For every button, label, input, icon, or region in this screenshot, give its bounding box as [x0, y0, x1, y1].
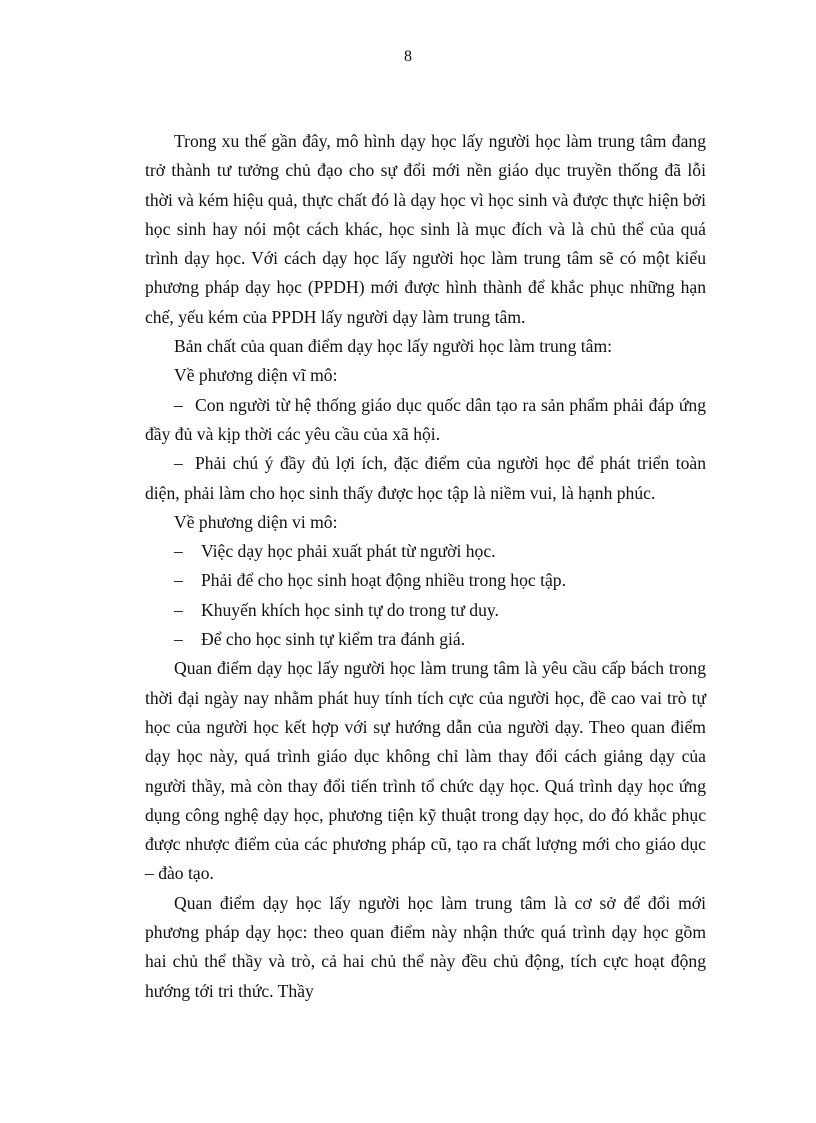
dash-marker: –: [174, 570, 183, 591]
paragraph-macro-heading: Về phương diện vĩ mô:: [174, 365, 338, 386]
list-item: [145, 391, 706, 450]
list-item: [145, 566, 706, 595]
list-item-text: Để cho học sinh tự kiểm tra đánh giá.: [201, 629, 466, 650]
dash-marker: –: [174, 599, 183, 620]
list-item-text: Khuyến khích học sinh tự do trong tư duy.: [201, 599, 499, 620]
list-item: [145, 596, 706, 625]
list-item-text: Việc dạy học phải xuất phát từ người học.: [201, 541, 496, 562]
list-item: [145, 537, 706, 566]
list-item: [145, 625, 706, 654]
list-item-text: Phải chú ý đầy đủ lợi ích, đặc điểm của người học để phát triển toàn diện, phải làm cho học sinh thấy được học tập là niềm vui, là hạnh phúc.: [145, 453, 706, 503]
list-item-text: Con người từ hệ thống giáo dục quốc dân tạo ra sản phẩm phải đáp ứng đầy đủ và kịp thời các yêu cầu của xã hội.: [145, 394, 706, 444]
paragraph-micro-heading: Về phương diện vi mô:: [174, 511, 338, 532]
paragraph-urgency: Quan điểm dạy học lấy người học làm trung tâm là yêu cầu cấp bách trong thời đại ngày nay nhằm phát huy tính tích cực của người học, đề cao vai trò tự học của người học kết hợp với sự hướng dẫn của người dạy. Theo quan điểm dạy học này, quá trình giáo dục không chỉ làm thay đổi cách giảng dạy của người thầy, mà còn thay đổi tiến trình tổ chức dạy học. Quá trình dạy học ứng dụng công nghệ dạy học, phương tiện kỹ thuật trong dạy học, do đó khắc phục được nhược điểm của các phương pháp cũ, tạo ra chất lượng mới cho giáo dục – đào tạo.: [145, 658, 706, 884]
dash-marker: –: [174, 629, 183, 650]
dash-marker: –: [174, 541, 183, 562]
paragraph-nature-heading: Bản chất của quan điểm dạy học lấy người học làm trung tâm:: [174, 336, 613, 357]
dash-marker: –: [174, 453, 183, 474]
list-item-text: Phải để cho học sinh hoạt động nhiều trong học tập.: [201, 570, 567, 591]
dash-marker: –: [174, 394, 183, 415]
page-number: 8: [404, 48, 412, 65]
paragraph-basis: Quan điểm dạy học lấy người học làm trung tâm là cơ sở để đổi mới phương pháp dạy học: theo quan điểm này nhận thức quá trình dạy học gồm hai chủ thể thầy và trò, cả hai chủ thể này đều chủ động, tích cực hoạt động hướng tới tri thức. Thầy: [145, 892, 706, 1001]
paragraph-intro: Trong xu thế gần đây, mô hình dạy học lấy người học làm trung tâm đang trở thành tư tưởng chủ đạo cho sự đổi mới nền giáo dục truyền thống đã lỗi thời và kém hiệu quả, thực chất đó là dạy học vì học sinh và được thực hiện bởi học sinh hay nói một cách khác, học sinh là mục đích và là chủ thể của quá trình dạy học. Với cách dạy học lấy người học làm trung tâm sẽ có một kiểu phương pháp dạy học (PPDH) mới được hình thành để khắc phục những hạn chế, yếu kém của PPDH lấy người dạy làm trung tâm.: [145, 131, 706, 327]
list-item: [145, 449, 706, 508]
document-body: [145, 127, 706, 1006]
